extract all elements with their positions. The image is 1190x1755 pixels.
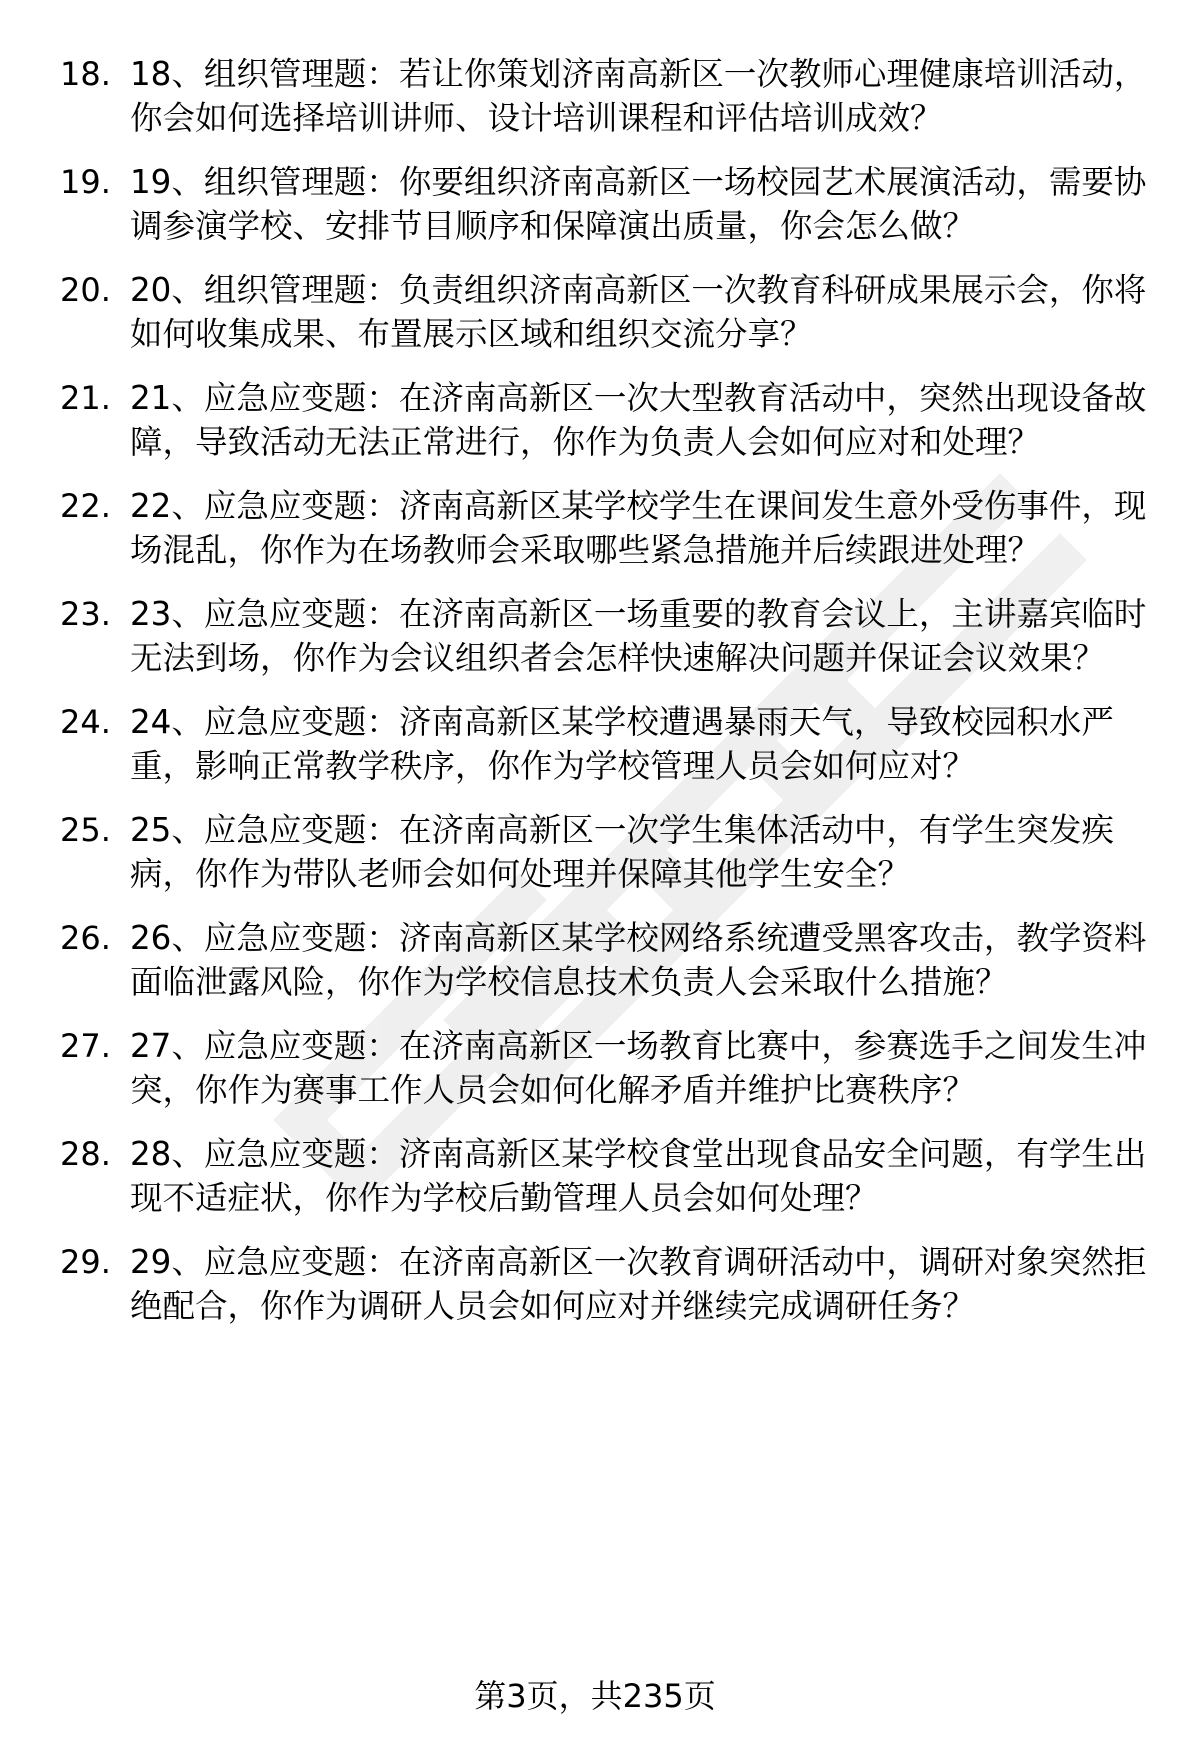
question-item-22: [60, 484, 1160, 572]
question-text: 19、组织管理题：你要组织济南高新区一场校园艺术展演活动，需要协调参演学校、安排节目顺序和保障演出质量，你会怎么做？: [130, 163, 1147, 245]
question-item-18: [60, 52, 1160, 140]
question-text: 22、应急应变题：济南高新区某学校学生在课间发生意外受伤事件，现场混乱，你作为在场教师会采取哪些紧急措施并后续跟进处理？: [130, 487, 1147, 569]
question-text: 21、应急应变题：在济南高新区一次大型教育活动中，突然出现设备故障，导致活动无法正常进行，你作为负责人会如何应对和处理？: [130, 379, 1147, 461]
question-item-24: [60, 700, 1160, 788]
question-text: 29、应急应变题：在济南高新区一次教育调研活动中，调研对象突然拒绝配合，你作为调研人员会如何应对并继续完成调研任务？: [130, 1243, 1147, 1325]
question-number: 19.: [60, 163, 111, 201]
question-text: 24、应急应变题：济南高新区某学校遭遇暴雨天气，导致校园积水严重，影响正常教学秩序，你作为学校管理人员会如何应对？: [130, 703, 1114, 785]
question-item-23: [60, 592, 1160, 680]
question-text: 23、应急应变题：在济南高新区一场重要的教育会议上，主讲嘉宾临时无法到场，你作为会议组织者会怎样快速解决问题并保证会议效果？: [130, 595, 1147, 677]
question-number: 18.: [60, 55, 111, 93]
question-item-25: [60, 808, 1160, 896]
question-number: 27.: [60, 1027, 111, 1065]
question-number: 25.: [60, 811, 111, 849]
question-text: 27、应急应变题：在济南高新区一场教育比赛中，参赛选手之间发生冲突，你作为赛事工作人员会如何化解矛盾并维护比赛秩序？: [130, 1027, 1147, 1109]
question-item-29: [60, 1240, 1160, 1328]
question-item-20: [60, 268, 1160, 356]
question-text: 25、应急应变题：在济南高新区一次学生集体活动中，有学生突发疾病，你作为带队老师会如何处理并保障其他学生安全？: [130, 811, 1114, 893]
question-item-26: [60, 916, 1160, 1004]
question-number: 29.: [60, 1243, 111, 1281]
question-number: 24.: [60, 703, 111, 741]
page-number-footer: 第3页，共235页: [474, 1677, 716, 1715]
question-text: 28、应急应变题：济南高新区某学校食堂出现食品安全问题，有学生出现不适症状，你作为学校后勤管理人员会如何处理？: [130, 1135, 1147, 1217]
question-number: 20.: [60, 271, 111, 309]
question-number: 28.: [60, 1135, 111, 1173]
question-number: 26.: [60, 919, 111, 957]
question-item-27: [60, 1024, 1160, 1112]
question-item-28: [60, 1132, 1160, 1220]
question-number: 22.: [60, 487, 111, 525]
question-list: [60, 52, 1160, 1348]
question-item-19: [60, 160, 1160, 248]
question-text: 20、组织管理题：负责组织济南高新区一次教育科研成果展示会，你将如何收集成果、布置展示区域和组织交流分享？: [130, 271, 1147, 353]
question-text: 18、组织管理题：若让你策划济南高新区一次教师心理健康培训活动，你会如何选择培训讲师、设计培训课程和评估培训成效？: [130, 55, 1147, 137]
question-number: 21.: [60, 379, 111, 417]
question-item-21: [60, 376, 1160, 464]
question-number: 23.: [60, 595, 111, 633]
question-text: 26、应急应变题：济南高新区某学校网络系统遭受黑客攻击，教学资料面临泄露风险，你作为学校信息技术负责人会采取什么措施？: [130, 919, 1147, 1001]
